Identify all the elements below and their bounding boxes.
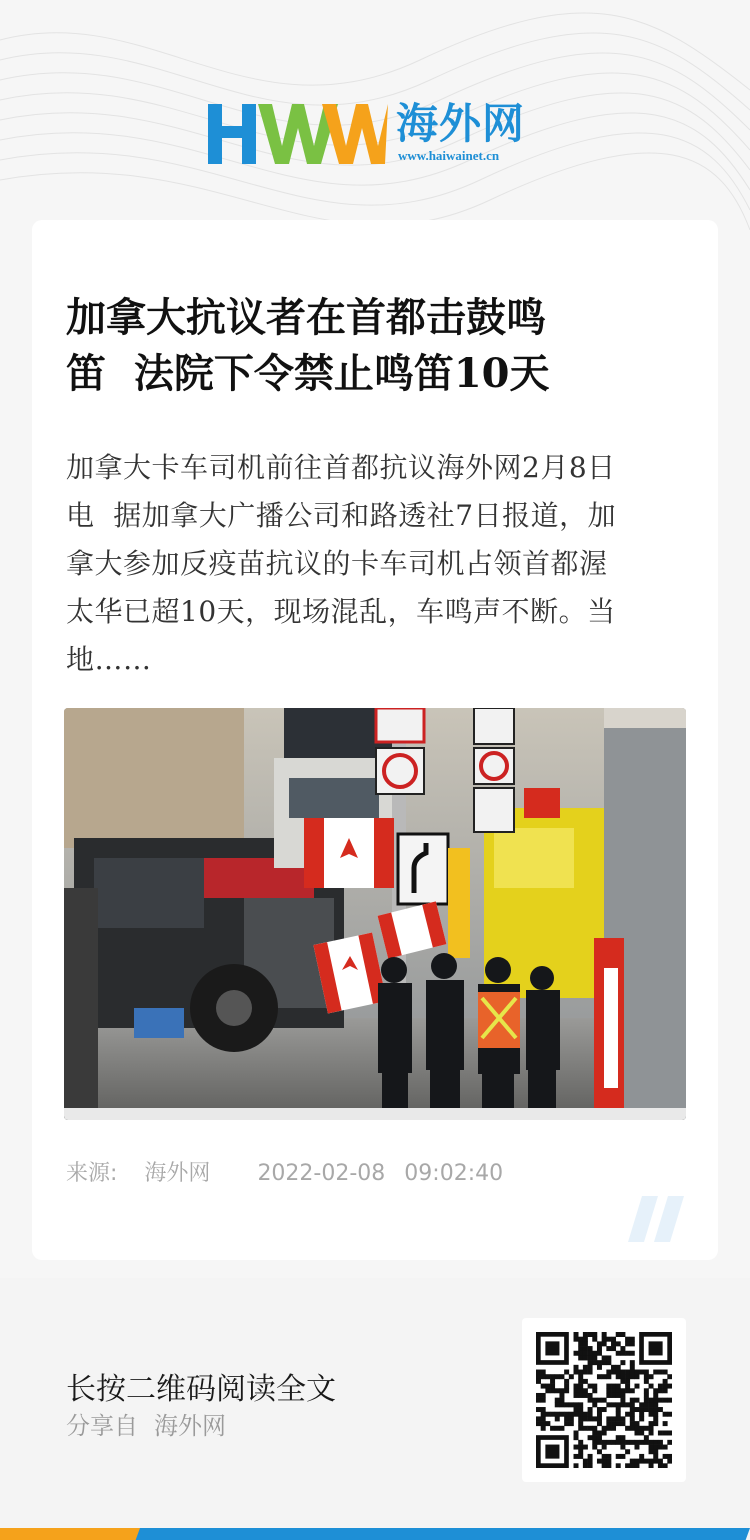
protest-photo-image xyxy=(64,708,686,1120)
publish-date: 2022-02-08 xyxy=(257,1161,386,1186)
qr-code-icon xyxy=(536,1332,672,1468)
title-line: 笛 法院下令禁止鸣笛10天 xyxy=(66,350,550,397)
qr-code[interactable] xyxy=(522,1318,686,1482)
footer xyxy=(0,1278,750,1528)
hww-logo-mark xyxy=(208,104,388,164)
bottom-accent-bar xyxy=(0,1528,750,1540)
article-photo[interactable] xyxy=(64,708,686,1120)
article-meta xyxy=(66,1156,523,1187)
article-title[interactable] xyxy=(66,290,686,402)
logo-name: 海外网 xyxy=(396,99,526,148)
title-line: 加拿大抗议者在首都击鼓鸣 xyxy=(66,294,546,341)
publish-time: 09:02:40 xyxy=(404,1161,504,1186)
share-name: 海外网 xyxy=(154,1412,226,1440)
source-label: 来源: xyxy=(66,1161,118,1186)
decorative-slashes-icon xyxy=(628,1196,688,1242)
source-name: 海外网 xyxy=(144,1161,211,1186)
summary-line: 地…… xyxy=(66,643,152,676)
accent-orange xyxy=(0,1528,150,1540)
share-label: 分享自 xyxy=(66,1412,138,1440)
article-summary xyxy=(66,444,688,684)
logo-url: www.haiwainet.cn xyxy=(398,148,500,163)
qr-cta-text: 长按二维码阅读全文 xyxy=(66,1372,336,1407)
summary-line: 电 据加拿大广播公司和路透社7日报道，加 xyxy=(66,499,617,532)
share-source xyxy=(66,1406,226,1441)
summary-line: 太华已超10天，现场混乱，车鸣声不断。当 xyxy=(66,595,616,628)
summary-line: 加拿大卡车司机前往首都抗议海外网2月8日 xyxy=(66,451,616,484)
article-card xyxy=(32,220,718,1260)
site-logo[interactable] xyxy=(208,98,548,170)
source xyxy=(66,1161,230,1186)
summary-line: 拿大参加反疫苗抗议的卡车司机占领首都渥 xyxy=(66,547,608,580)
accent-blue xyxy=(136,1528,750,1540)
